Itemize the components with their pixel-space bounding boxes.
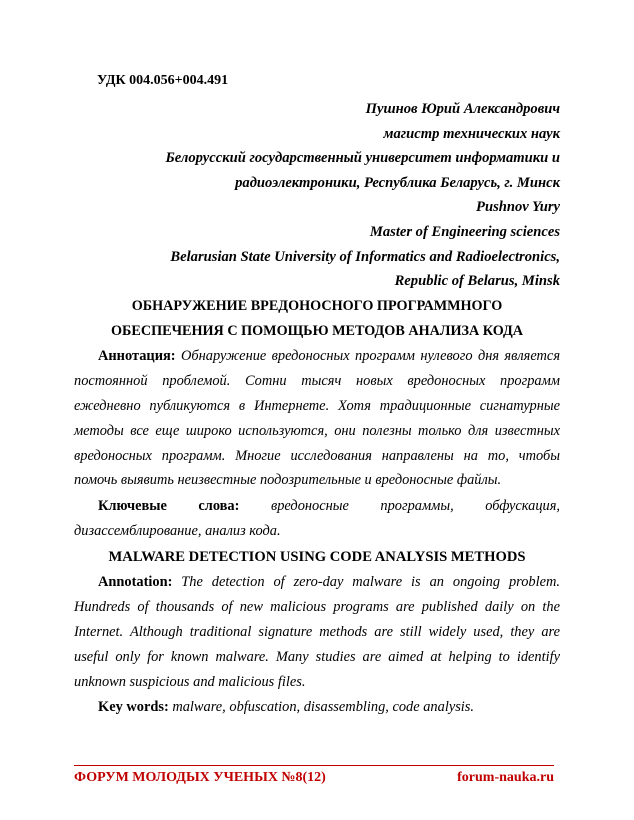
keywords-ru-line: вредоносные программы, обфускация,: [270, 498, 561, 514]
abstract-ru: Аннотация: Обнаружение вредоносных программ нулевого дня является постоянной проблемой. Сотни тысяч новых вредоносных программ ежедневно публикуются в Интернете. Хотя традиционные сигнатурные методы все еще широко используются, они полезны только для известных вредоносных программ. Многие исследования направлены на то, чтобы помочь выявить неизвестные подозрительные и вредоносные файлы.: [74, 344, 560, 493]
author-name-ru: Пушнов Юрий Александрович: [365, 101, 560, 117]
abstract-en-line: The detection of zero-day malware is an ongoing problem.: [181, 574, 560, 590]
author-name-en: Pushnov Yury: [476, 199, 560, 216]
author-affiliation-ru-line1: Белорусский государственный университет информатики и: [165, 150, 560, 167]
abstract-ru-line: помочь выявить неизвестные подозрительные и вредоносные файлы.: [74, 472, 502, 489]
abstract-ru-line: постоянной проблемой. Сотни тысяч новых вредоносных программ: [74, 372, 560, 389]
keywords-ru-label: Ключевые слова: [98, 498, 235, 514]
author-block: [74, 97, 560, 294]
abstract-en-line: Internet. Although traditional signature methods are still widely used, they are: [74, 623, 560, 640]
title-ru-line2: ОБЕСПЕЧЕНИЯ С ПОМОЩЬЮ МЕТОДОВ АНАЛИЗА КОДА: [110, 323, 524, 339]
keywords-en: Key words: malware, obfuscation, disassembling, code analysis.: [98, 699, 474, 715]
keywords-ru-line: дизассемблирование, анализ кода.: [74, 522, 281, 539]
abstract-en-line: unknown suspicious and malicious files.: [74, 673, 306, 690]
title-ru: [74, 294, 560, 344]
abstract-en-line: Hundreds of thousands of new malicious programs are published daily on the: [74, 598, 560, 615]
keywords-en-text: malware, obfuscation, disassembling, code analysis.: [172, 699, 474, 715]
udk-code: УДК 004.056+004.491: [97, 73, 229, 88]
abstract-en: Annotation: The detection of zero-day malware is an ongoing problem. Hundreds of thousands of new malicious programs are published daily on the Internet. Although traditional signature methods are still widely used, they are useful only for known malware. Many studies are aimed at helping to identify unknown suspicious and malicious files.: [74, 570, 560, 694]
author-affiliation-en-line1: Belarusian State University of Informatics and Radioelectronics,: [170, 248, 560, 265]
abstract-ru-label: Аннотация: [98, 348, 171, 364]
author-affiliation-ru-line2: радиоэлектроники, Республика Беларусь, г. Минск: [235, 174, 560, 191]
keywords-ru: Ключевые слова: вредоносные программы, обфускация, дизассемблирование, анализ кода.: [74, 494, 560, 544]
abstract-ru-line: ежедневно публикуются в Интернете. Хотя традиционные сигнатурные: [74, 397, 560, 414]
abstract-en-line: useful only for known malware. Many studies are aimed at helping to identify: [74, 648, 560, 665]
title-ru-line1: ОБНАРУЖЕНИЕ ВРЕДОНОСНОГО ПРОГРАММНОГО: [131, 298, 503, 314]
author-affiliation-en-line2: Republic of Belarus, Minsk: [394, 273, 560, 290]
title-en: MALWARE DETECTION USING CODE ANALYSIS METHODS: [108, 549, 526, 565]
abstract-ru-line: Обнаружение вредоносных программ нулевого дня является: [180, 348, 561, 364]
footer-divider: [74, 765, 554, 766]
footer-site-link[interactable]: forum-nauka.ru: [457, 770, 554, 785]
author-degree-en: Master of Engineering sciences: [369, 223, 560, 240]
abstract-ru-line: методы все еще широко используются, они полезны только для известных: [74, 422, 560, 439]
footer-journal: ФОРУМ МОЛОДЫХ УЧЕНЫХ №8(12): [74, 770, 326, 785]
author-degree-ru: магистр технических наук: [383, 125, 560, 142]
abstract-en-label: Annotation: [98, 574, 168, 590]
abstract-ru-line: вредоносных программ. Многие исследования направлены на то, чтобы: [74, 447, 560, 464]
keywords-en-label: Key words: [98, 699, 164, 715]
